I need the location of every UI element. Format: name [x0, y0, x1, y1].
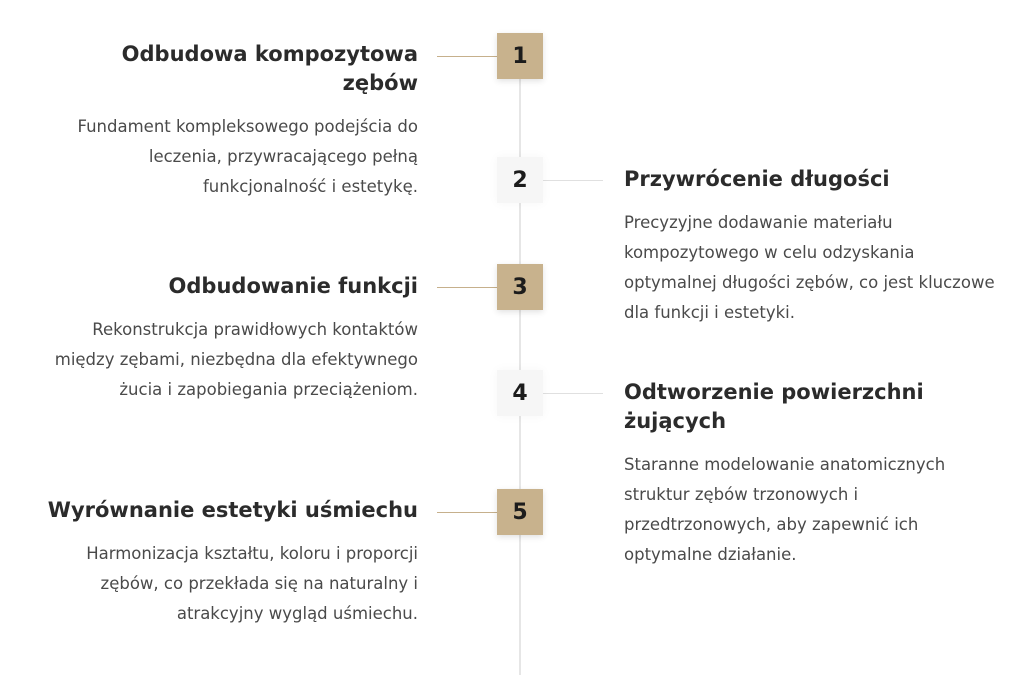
- step-5-description: Harmonizacja kształtu, koloru i proporcji zębów, co przekłada się na naturalny i atrakcyjny wygląd uśmiechu.: [86, 544, 418, 623]
- step-5-title: Wyrównanie estetyki uśmiechu: [47, 498, 418, 522]
- step-4-description: Staranne modelowanie anatomicznych struktur zębów trzonowych i przedtrzonowych, aby zapewnić ich optymalne działanie.: [624, 455, 946, 564]
- connector-step-3: [437, 287, 497, 288]
- step-3-title: Odbudowanie funkcji: [168, 274, 418, 298]
- timeline-spine: [519, 40, 521, 675]
- step-2-title: Przywrócenie długości: [624, 167, 890, 191]
- step-1-description: Fundament kompleksowego podejścia do leczenia, przywracającego pełną funkcjonalność i estetykę.: [77, 117, 418, 196]
- step-badge-3: 3: [497, 264, 543, 310]
- step-badge-2: 2: [497, 157, 543, 203]
- step-3: [40, 272, 418, 405]
- step-1: [40, 40, 418, 202]
- connector-step-4: [543, 393, 603, 394]
- step-5: [40, 496, 418, 629]
- step-4-title: Odtworzenie powierzchni żujących: [624, 380, 924, 433]
- step-4: [624, 378, 984, 570]
- connector-step-2: [543, 180, 603, 181]
- connector-step-5: [437, 512, 497, 513]
- step-badge-4: 4: [497, 370, 543, 416]
- connector-step-1: [437, 56, 497, 57]
- step-badge-1: 1: [497, 33, 543, 79]
- step-3-description: Rekonstrukcja prawidłowych kontaktów między zębami, niezbędna dla efektywnego żucia i zapobiegania przeciążeniom.: [54, 320, 418, 399]
- step-2-description: Precyzyjne dodawanie materiału kompozytowego w celu odzyskania optymalnej długości zębów, co jest kluczowe dla funkcji i estetyki.: [624, 213, 995, 322]
- step-2: [624, 165, 1004, 328]
- step-badge-5: 5: [497, 489, 543, 535]
- step-1-title: Odbudowa kompozytowa zębów: [121, 42, 418, 95]
